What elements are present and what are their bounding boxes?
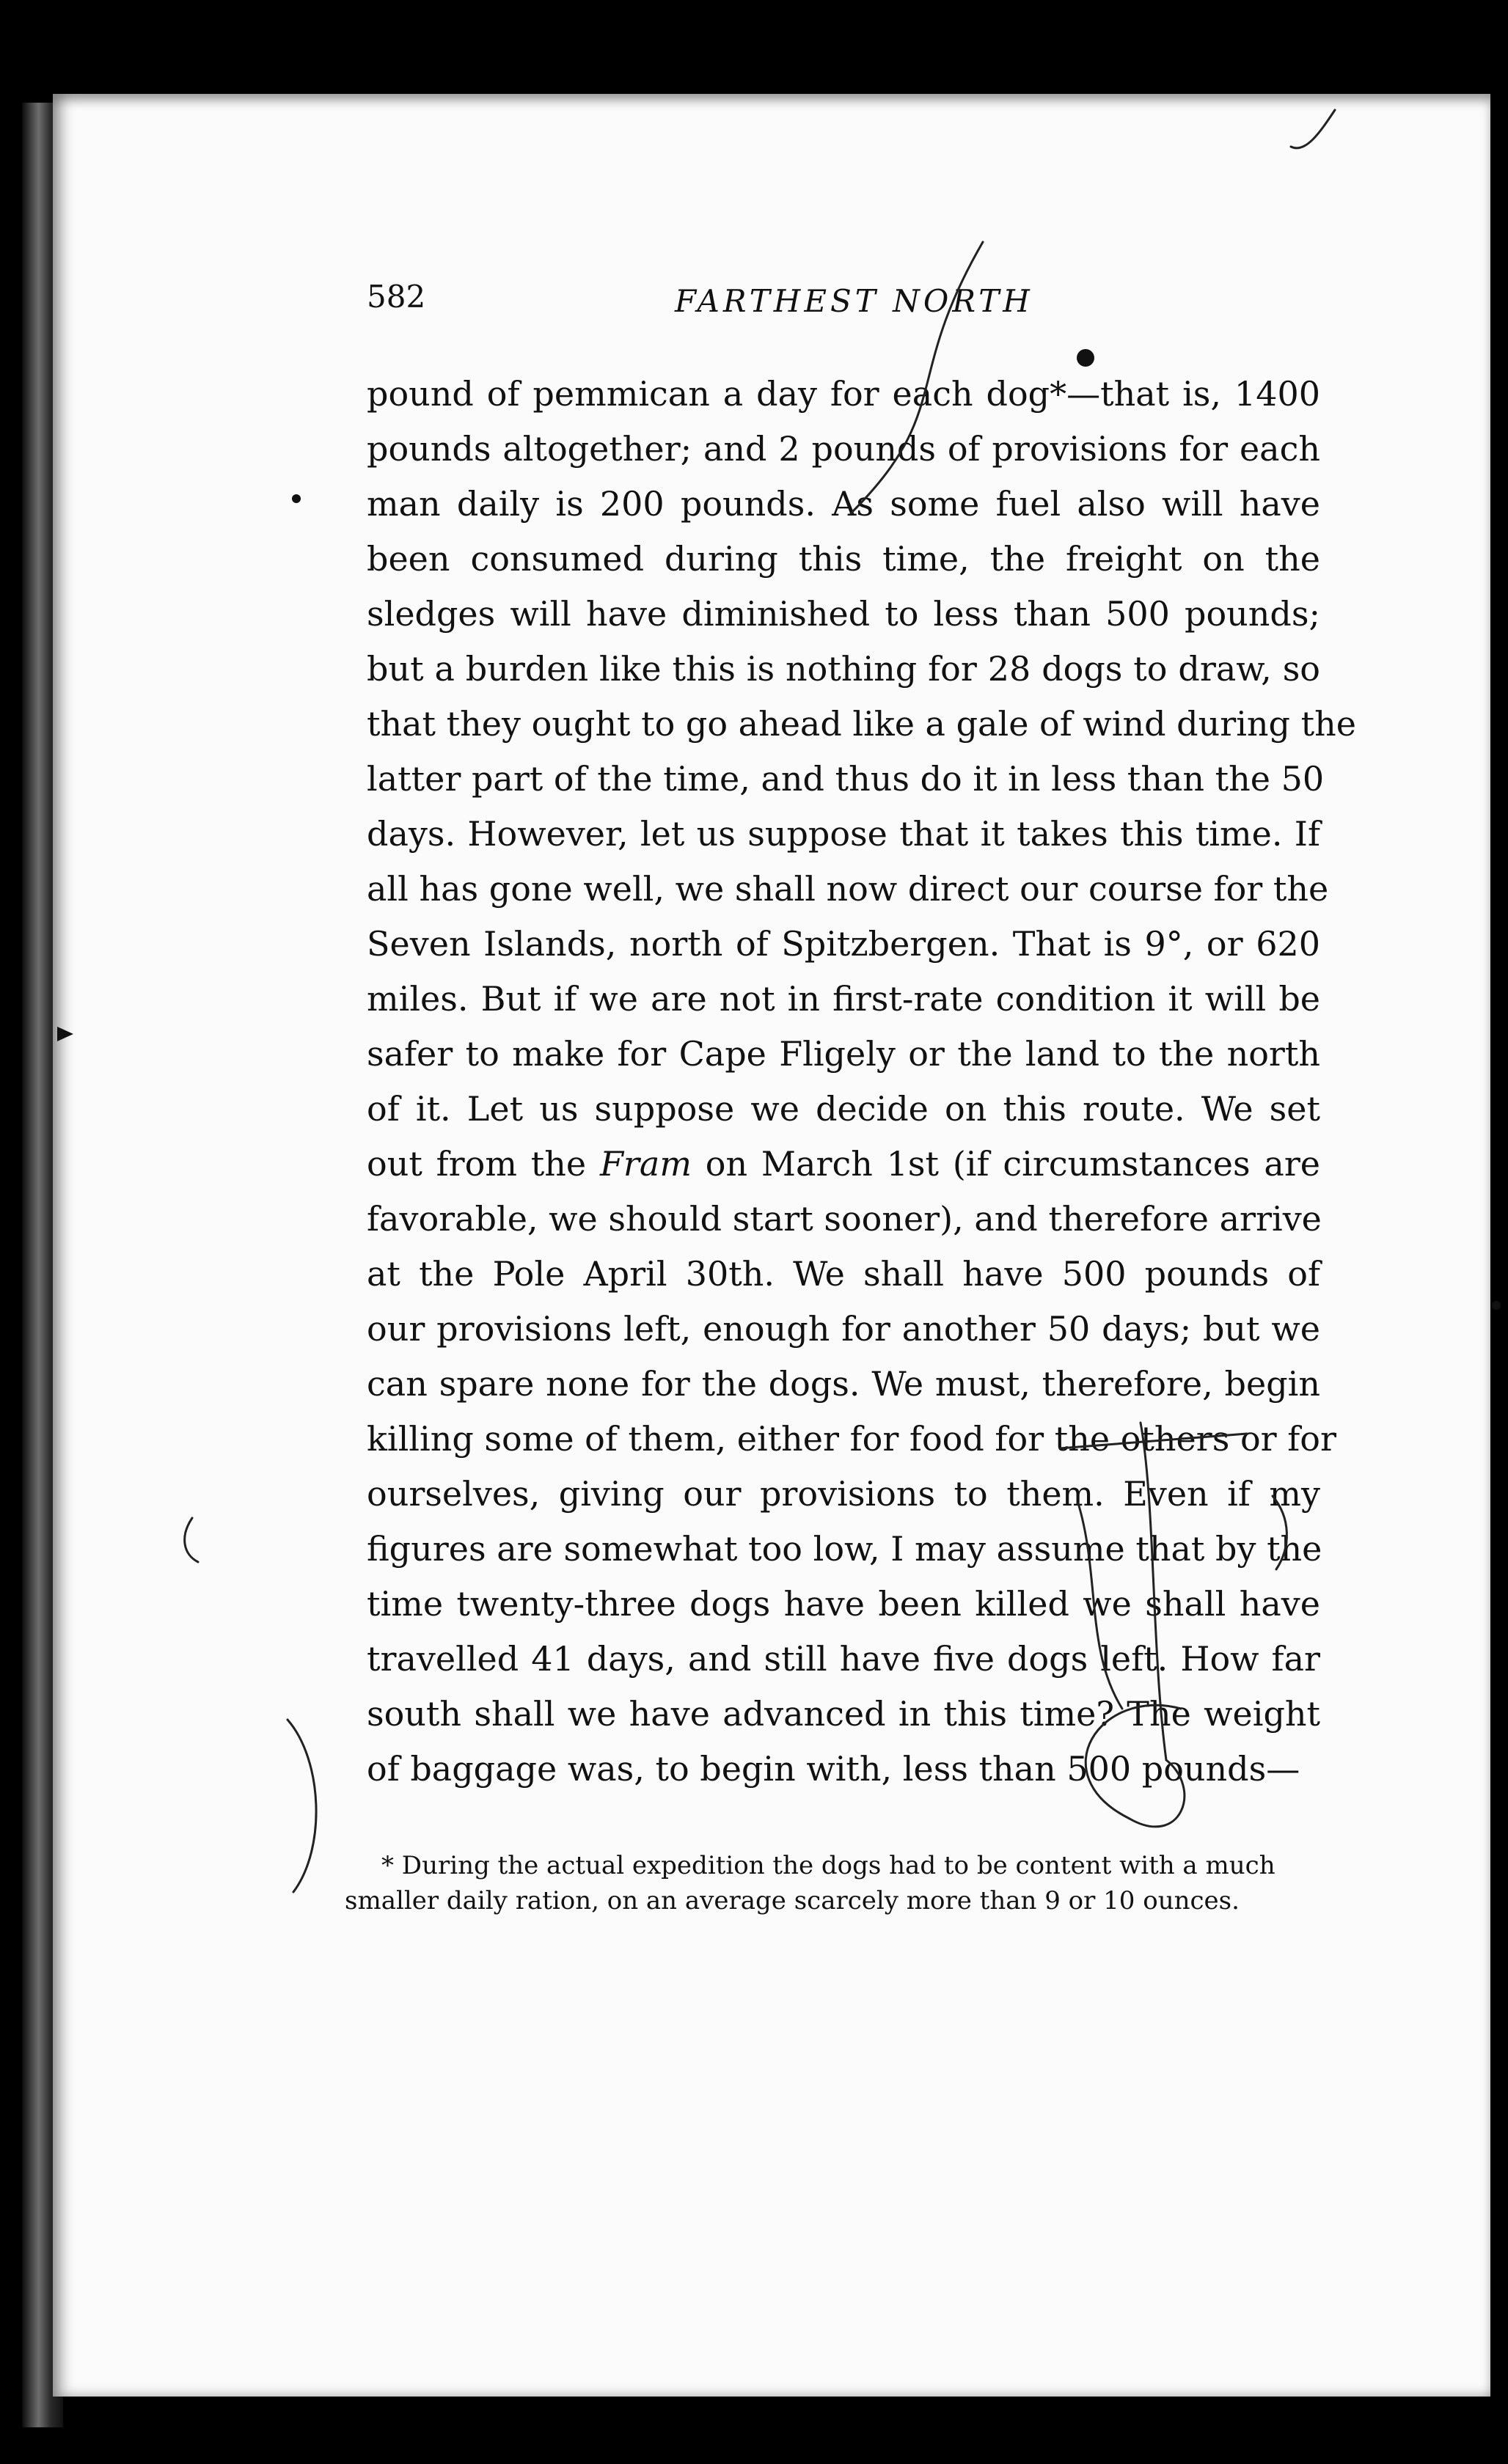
text-line: Seven Islands, north of Spitzbergen. That is 9°, or 620 (367, 924, 1320, 964)
footnote-line: * During the actual expedition the dogs had to be content with a much (381, 1851, 1275, 1880)
text-line: but a burden like this is nothing for 28 dogs to draw, so (367, 649, 1320, 689)
page-header (367, 279, 1320, 330)
text-line: been consumed during this time, the freight on the (367, 539, 1320, 579)
text-line: ourselves, giving our provisions to them. Even if my (367, 1474, 1320, 1514)
page-number: 582 (367, 279, 426, 315)
text-line: travelled 41 days, and still have five dogs left. How far (367, 1639, 1320, 1679)
text-line: killing some of them, either for food for the others or for (367, 1419, 1336, 1459)
text-line: of it. Let us suppose we decide on this route. We set (367, 1089, 1320, 1129)
text-line: that they ought to go ahead like a gale of wind during the (367, 704, 1356, 744)
text-line-with-italic (367, 1137, 1320, 1192)
text-fragment: on March 1st (if circumstances are (705, 1144, 1321, 1184)
text-line: favorable, we should start sooner), and therefore arrive (367, 1199, 1322, 1239)
text-line: latter part of the time, and thus do it in less than the 50 (367, 759, 1325, 799)
running-title: FARTHEST NORTH (675, 283, 1033, 319)
text-line: miles. But if we are not in first-rate condition it will be (367, 979, 1320, 1019)
ink-dot (1492, 1301, 1501, 1310)
footnote-line: smaller daily ration, on an average scarcely more than 9 or 10 ounces. (345, 1886, 1240, 1915)
text-line: time twenty-three dogs have been killed we shall have (367, 1584, 1320, 1624)
footnote (345, 1848, 1313, 1918)
text-line: our provisions left, enough for another 50 days; but we (367, 1309, 1320, 1349)
text-line: safer to make for Cape Fligely or the land to the north (367, 1034, 1320, 1074)
text-line: south shall we have advanced in this time? The weight (367, 1694, 1320, 1734)
body-text (367, 367, 1356, 1797)
ship-name-italic: Fram (599, 1144, 692, 1184)
text-line: all has gone well, we shall now direct our course for the (367, 869, 1329, 909)
text-line: sledges will have diminished to less than 500 pounds; (367, 594, 1320, 634)
text-line: at the Pole April 30th. We shall have 500 pounds of (367, 1254, 1320, 1294)
text-line: days. However, let us suppose that it takes this time. If (367, 814, 1320, 854)
text-line: can spare none for the dogs. We must, therefore, begin (367, 1364, 1320, 1404)
text-line: pounds altogether; and 2 pounds of provisions for each (367, 429, 1320, 469)
text-line: man daily is 200 pounds. As some fuel also will have (367, 484, 1320, 524)
text-line: of baggage was, to begin with, less than 500 pounds— (367, 1749, 1300, 1789)
text-line: figures are somewhat too low, I may assume that by the (367, 1529, 1322, 1569)
text-fragment: out from the (367, 1144, 587, 1184)
text-line: pound of pemmican a day for each dog*—that is, 1400 (367, 374, 1320, 414)
